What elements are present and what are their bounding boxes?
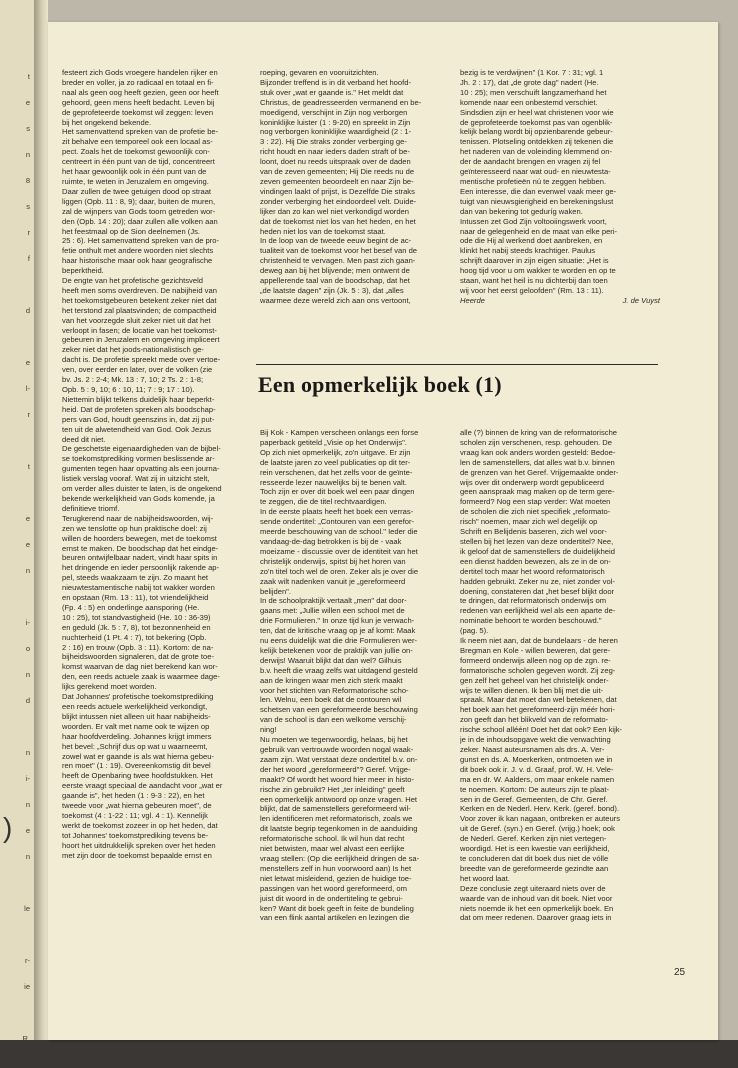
text-line: schrijft daarover in zijn eigen situatie: „Het is [460, 256, 609, 266]
text-line: kelijk betekenen voor de praktijk van jullie on- [260, 645, 413, 655]
text-line: Ik neem niet aan, dat de bundelaars - de heren [460, 636, 618, 646]
signature-place: Heerde [460, 295, 485, 305]
text-line: 25 : 6). Het samenvattend spreken van de pro- [62, 236, 220, 246]
text-line: Nu moeten we tegenwoordig, helaas, bij het [260, 735, 408, 745]
text-line: nuchterheid (1 Pt. 4 : 7), tot bekering (Opb. [62, 632, 207, 642]
page-number: 25 [674, 967, 686, 978]
text-line: het feestmaal op de Sion deelnemen (Js. [62, 226, 201, 236]
text-line: Bij Kok - Kampen verscheen onlangs een forse [260, 428, 419, 437]
text-line: ning! [260, 725, 277, 735]
text-line: stellen bij het lezen van deze ondertitel? Nee, [460, 536, 614, 546]
text-line: Voor zover ik kan nagaan, ontbreken er auteurs [460, 814, 620, 824]
text-line: het terstond zal plaatsvinden; de compactheid [62, 305, 217, 315]
previous-page-fragment: ie [24, 982, 30, 991]
text-line: het haar gewoonlijk ook in één punt van de [62, 167, 207, 177]
text-line: reformatorische school. Ik wil hun dat recht [260, 834, 405, 844]
text-line: bij het ongekend bekende. [62, 117, 152, 127]
signature-author: J. de Vuyst [622, 295, 660, 305]
text-line: de laatste jaren zo veel publicaties op dit ter- [260, 457, 411, 467]
text-line: breder en voller, ja zo radicaal en totaal en fi- [62, 77, 214, 87]
background-bottom [0, 1040, 738, 1068]
previous-page-fragment: r [27, 228, 30, 237]
text-line: aan de kringen waar men zich sterk maakt [260, 675, 403, 685]
text-line: bv. Js. 2 : 2-4; Mk. 13 : 7, 10; 2 Ts. 2 : 1-8; [62, 375, 204, 385]
text-line: festeert zich Gods vroegere handelen rijker en [62, 68, 218, 77]
text-line: geïnteresseerd naar wat oud- en nieuwtesta- [460, 167, 611, 177]
text-line: ernst te maken. De boodschap dat het eindge- [62, 543, 219, 553]
text-line: liggen (Opb. 11 : 8, 9); daar, buiten de muren, [62, 196, 216, 206]
text-line: lijker dan zo kan wel niet verkondigd worden [260, 206, 410, 216]
text-line: kelijk belang wordt bij opzienbarende gebeur- [460, 127, 613, 137]
previous-page-fragment: e [25, 98, 30, 107]
text-line: passingen van het woord gereformeerd, om [260, 883, 407, 893]
previous-page-fragment: s [26, 202, 30, 211]
text-line: den, een reeds actuele zaak is waarmee dage- [62, 672, 220, 682]
text-line: verloopt in fasen; de locatie van het toekomst- [62, 325, 217, 335]
text-line: sen in de Geref. Gemeenten, de Chr. Geref. [460, 794, 608, 804]
previous-page-fragment: t [27, 462, 30, 471]
text-line: den (Opb. 14 : 20); daar zullen alle volken aan [62, 216, 218, 226]
text-line: vandaag-de-dag betrokken is bij de - vaak [260, 536, 402, 546]
previous-page-fragment: n [25, 800, 30, 809]
column-1 [62, 68, 258, 861]
text-line: met zijn door de toekomst bepaalde ernst en [62, 850, 212, 860]
text-line: zon geeft dan het blikveld van de reformato- [460, 715, 609, 725]
text-line: moeizame - discussie over de identiteit van het [260, 546, 418, 556]
text-line: zit behalve een temporeel ook een locaal as- [62, 137, 213, 147]
previous-page-fragment: n [25, 150, 30, 159]
text-line: redenen van eerlijkheid wel als een aparte de- [460, 606, 616, 616]
text-line: gehoord, geen mens heeft bedacht. Leven bij [62, 97, 215, 107]
text-line: 2 : 16) en trouw (Opb. 3 : 11). Kortom: de na- [62, 642, 214, 652]
text-line: en geduld (Jk. 5 : 7, 8), tot bezonnenheid en [62, 622, 211, 632]
text-line: Niettemin blijkt telkens duidelijk haar beperkt- [62, 394, 215, 404]
text-line: gebeuren in Jeruzalem en omgeving impliceert [62, 335, 220, 345]
text-line: alle (?) binnen de kring van de reformatorische [460, 428, 618, 437]
text-line: vindingen laakt of prijst, is Dezelfde Die straks [260, 186, 415, 196]
text-line: te concluderen dat dit boek dus niet de vólle [460, 853, 609, 863]
text-line: te noemen. Kortom: De auteurs zijn te plaat- [460, 784, 609, 794]
text-line: In de schoolpraktijk vertaalt „men" dat door- [260, 596, 407, 606]
previous-page-fragment: o [25, 644, 30, 653]
text-line: de grenzen van het Geref. Vrijgemaakte onder- [460, 467, 619, 477]
text-line: derwijs! Waaruit blijkt dat dan wel? Gilhuis [260, 655, 402, 665]
text-line: bezig is te verdwijnen" (1 Kor. 7 : 31; vgl. 1 [460, 68, 604, 77]
text-line: rische zin gebruikt? Het „ter inleiding" geeft [260, 784, 405, 794]
text-line: Bregman en Kole - willen beweren, dat gere- [460, 645, 611, 655]
text-line: naal als geen oog heeft gezien, geen oor heeft [62, 87, 219, 97]
text-line: (Fp. 4 : 5) en onderlinge aansporing (He. [62, 602, 200, 612]
text-line: appellerende taal van de boodschap, dat het [260, 276, 410, 286]
text-line: willen de hoorders bewegen, met de toekomst [62, 533, 217, 543]
previous-page-fragment: le [24, 904, 30, 913]
previous-page-fragment: i- [25, 774, 30, 783]
previous-page-parenthesis: ) [3, 812, 13, 843]
previous-page-fragment: s [26, 124, 30, 133]
text-line: 10 : 25), tot standvastigheid (He. 10 : 36-39) [62, 612, 211, 622]
text-line: wijs over dit onderwerp wordt gepubliceerd [460, 477, 604, 487]
text-line: om verder alles duister te laten, is de ongekend [62, 484, 222, 494]
text-line: scholen zijn verschenen, resp. gehouden. De [460, 437, 612, 447]
text-line: Jh. 2 : 17), dat „de grote dag" nadert (He. [460, 77, 599, 87]
text-line: de geprofeteerde toekomst wil zeggen: leven [62, 107, 214, 117]
text-line: een dienst hadden bewezen, als ze in de on- [460, 556, 611, 566]
text-line: ken? Want dit boek geeft in feite de bundeling [260, 903, 414, 913]
text-line: zal de wijnpers van Gods toorn getreden wor- [62, 206, 216, 216]
text-line: ven, over eerder en later, over de volken (zie [62, 365, 213, 375]
text-line: fetie onthult met andere woorden niet slechts [62, 246, 214, 256]
text-line: gen zelf het geheel van het christelijk onder- [460, 675, 609, 685]
text-line: drie Formulieren." In onze tijd kun je verwach- [260, 616, 415, 626]
text-line: zowel wat er gaande is als wat hierna gebeu- [62, 751, 214, 761]
text-line: het dringende en ieder persoonlijk rakende ap- [62, 563, 220, 573]
text-line: staan, want het heil is nu dichterbij dan toen [460, 276, 608, 286]
previous-page-fragment: d [25, 306, 30, 315]
text-line: koninklijke luister (1 : 9-20) en spreekt in Zijn [260, 117, 411, 127]
text-line: en opstaan (Rm. 13 : 11), tot vriendelijkheid [62, 593, 209, 603]
text-line: De engte van het profetische gezichtsveld [62, 276, 203, 286]
text-line: Toch zijn er over dit boek wel een paar dingen [260, 487, 415, 497]
book-gutter [34, 0, 48, 1040]
text-line: Dat Johannes' profetische toekomstprediking [62, 692, 214, 702]
text-line: zonder verberging het eindoordeel velt. Duide- [260, 196, 417, 206]
text-line: tuigt van nieuwsgierigheid en berekeningslust [460, 196, 614, 206]
text-line: haar hoofdverdeling. Johannes krijgt immers [62, 731, 212, 741]
text-line: gebruik van vertrouwde woorden nogal waak- [260, 745, 414, 754]
text-line: Christus, de geadresseerden vermanend en be- [260, 97, 422, 107]
text-line: juist dit woord in de ondertiteling te gebrui- [260, 893, 403, 903]
text-line: zaak wilt nadenken vanuit je „gereformeerd [260, 576, 406, 586]
text-line: Daar zullen de twee getuigen dood op straat [62, 186, 212, 196]
text-line: dacht is. De profetie spreekt mede over vertoe- [62, 355, 221, 365]
text-line: de geprofeteerde toekomst pas van ogenblik- [460, 117, 613, 127]
text-line: 3 : 22). Hij Die straks zonder verberging ge- [260, 137, 407, 147]
text-line: der het woord „gereformeerd"? Geref. Vrijge- [260, 764, 411, 774]
text-line: ten uit de alwetendheid van God. Ook Jezus [62, 424, 212, 434]
text-line: deweg aan bij het blijvende; men ontwent de [260, 266, 410, 276]
text-line: der de aandacht brengen en vragen zij fel [460, 157, 601, 167]
text-line: naar de gelegenheid en de maat van elke peri- [460, 226, 618, 236]
previous-page-fragment: e [25, 826, 30, 835]
text-line: Het samenvattend spreken van de profetie be- [62, 127, 219, 137]
text-line: heeft men soms overdreven. De nabijheid van [62, 285, 217, 295]
previous-page-fragment: d [25, 696, 30, 705]
text-line: doening, constateren dat „het besef blijkt door [460, 586, 615, 596]
text-line: christenheid te vervagen. Men past zich gaan- [260, 256, 416, 266]
previous-page-fragment: n [25, 566, 30, 575]
text-line: je in de inhoudsopgave wekt die verwachting [460, 735, 611, 745]
text-line: ma en dr. W. Aalders, om maar enkele namen [460, 774, 615, 784]
text-line: gaande is", het heden (1 : 9-3 : 22), en het [62, 791, 205, 801]
text-line: Opb. 5 : 9, 10; 6 : 10, 11; 7 : 9; 17 : 10). [62, 385, 195, 394]
text-line: Bijzonder treffend is in dit verband het hoofd- [260, 77, 411, 87]
text-line: niets noemde ik het een opmerkelijk boek. En [460, 903, 614, 913]
text-line: formeerd? Nog een stap verder: Wat moeten [460, 497, 611, 507]
previous-page-fragment: e [25, 540, 30, 549]
text-line: vraag stellen: (Op die eerlijkheid dringen de sa- [260, 853, 420, 863]
text-line: blijkt intussen niet alleen uit haar nabijheids- [62, 711, 211, 721]
text-line: (pag. 5). [460, 626, 489, 636]
text-line: van het voorzegde sluit zeker niet uit dat het [62, 315, 211, 325]
text-line: komst waarvan de dag niet berekend kan wor- [62, 662, 218, 672]
text-line: haar historische maar ook haar geografische [62, 256, 213, 266]
text-line: roeping, gevaren en vooruitzichten. [260, 68, 379, 77]
text-line: geen aanspraak mag maken op de term gere- [460, 487, 615, 497]
text-line: te dringen, dat reformatorisch onderwijs om [460, 596, 607, 606]
text-line: formatorische scholen gegeven wordt. Zij zeg- [460, 665, 616, 675]
text-line: zaam zijn. Wat verstaat deze ondertitel b.v. on- [260, 754, 418, 764]
text-line: meerde beschouwing van de school." Ieder die [260, 527, 418, 537]
text-line: pect. Zoals het de toekomst gewoonlijk con- [62, 147, 210, 157]
text-line: eerste vraagt speciaal de aandacht voor „wat er [62, 781, 223, 791]
text-line: dertitel toch maar het woord reformatorisch [460, 566, 605, 576]
text-line: heid. Dat de profeten spreken als boodschap- [62, 404, 216, 414]
text-line: heeft de Openbaring twee hoofdstukken. Het [62, 771, 213, 781]
text-line: hoog tijd voor u om wakker te worden en op te [460, 266, 616, 276]
text-line: te zeggen, die de titel rechtvaardigen. [260, 497, 387, 507]
text-line: tenissen. Plotseling ontdekken zij tekenen die [460, 137, 614, 147]
text-line: definitieve triomf. [62, 503, 120, 513]
text-line: beperktheid. [62, 266, 104, 276]
text-line: Kerken en de Nederl. Herv. Kerk. (geref. bond). [460, 804, 619, 814]
text-line: voor het stichten van Reformatorische scho- [260, 685, 409, 695]
previous-page-fragment: t [27, 72, 30, 81]
text-line: In de eerste plaats heeft het boek een verras- [260, 507, 414, 517]
text-line: tweede voor „wat hierna gebeuren moet", de [62, 801, 212, 811]
previous-page-edge [0, 0, 34, 1040]
text-line: gunst en ds. A. Moerkerken, ontmoeten we in [460, 754, 613, 764]
text-line: uit de Geref. (syn.) en Geref. (vrijg.) hoek; ook [460, 824, 615, 834]
text-line: pers van God, houdt geenszins in, dat zij put- [62, 414, 215, 424]
text-line: In de loop van de tweede eeuw begint de ac- [260, 236, 412, 246]
text-line: wijs te willen dienen. Ik ben blij met die uit- [460, 685, 604, 695]
text-line: woorden. Er valt met name ook te wijzen op [62, 721, 210, 731]
column-3 [460, 68, 660, 306]
text-line: dit boek ook ir. J. v. d. Graaf, prof. W. H. Vele- [460, 764, 614, 774]
text-line: schetsen van een gereformeerde beschouwing [260, 705, 418, 715]
text-line: Terugkerend naar de nabijheidswoorden, wij- [62, 513, 214, 523]
text-line: paperback getiteld „Visie op het Onderwijs". [260, 437, 407, 447]
text-line: resseerde lezer nauwelijks bij te benen valt. [260, 477, 407, 487]
text-line: len. Welnu, een boek dat de contouren wil [260, 695, 402, 705]
previous-page-fragment: l- [25, 384, 30, 393]
previous-page-fragment: r [27, 410, 30, 419]
text-line: len identificeren met reformatorisch, zoals we [260, 814, 413, 824]
previous-page-fragment: i- [25, 618, 30, 627]
text-line: ten, dat de kritische vraag op je af komt: Maak [260, 626, 416, 636]
text-line: hadden gebruikt. Zeker nu ze, niet zonder vol- [460, 576, 615, 586]
text-line: van de zeven gemeenten; Hij Die reeds nu de [260, 167, 415, 177]
text-line: belijden". [260, 586, 291, 596]
text-line: Intussen zet God Zijn voltooiingswerk voort, [460, 216, 607, 226]
text-line: zeker. Naast auteursnamen als drs. A. Ver- [460, 745, 605, 754]
previous-page-fragment: n [25, 670, 30, 679]
text-line: ren moet" (1 : 19). Overeenkomstig dit bevel [62, 761, 211, 771]
text-line: een reeds actuele werkelijkheid verkondigt, [62, 702, 208, 711]
text-line: moedigend, verschijnt in Zijn nog verborgen [260, 107, 408, 117]
text-line: Schrift en Belijdenis baseren, zich wel voor- [460, 527, 607, 537]
text-line: toekomst (4 : 1-22 : 11; vgl. 4 : 1). Kennelijk [62, 810, 208, 820]
text-line: werkt de toekomst zozeer in op het heden, dat [62, 820, 218, 830]
text-line: len de samenstellers, dat alles wat b.v. binnen [460, 457, 615, 467]
text-line: wij voor het eerst geloofden" (Rm. 13 : 11). [460, 285, 604, 295]
text-line: ruimte, te weten in Jeruzalem en omgeving. [62, 176, 209, 186]
text-line: deed dit niet. [62, 434, 106, 444]
text-line: dan van bekering tot geduríg waken. [460, 206, 583, 216]
text-line: van de school is dan een welkome verschij- [260, 715, 407, 725]
text-line: breedte van de gereformeerde gezindte aan [460, 863, 609, 873]
previous-page-fragment: R. [22, 1034, 30, 1040]
text-line: ode die Hij al werkend doet aanbreken, en [460, 236, 603, 246]
text-line: spraak. Maar dat moet dan wel betekenen, dat [460, 695, 617, 705]
text-line: Een interesse, die dan evenwel vaak meer ge- [460, 186, 617, 196]
text-line: nu eens duidelijk wat die drie Formulieren wer- [260, 636, 418, 646]
previous-page-fragment: f [27, 254, 30, 263]
text-line: waarde van de inhoud van dit boek. Niet voor [460, 893, 613, 903]
text-line: dat de toekomst niet los van het heden, en het [260, 216, 416, 226]
text-line: zeker niet dat het joods-nationalistisch ge- [62, 345, 204, 355]
text-line: Deze conclusie zegt uiteraard niets over de [460, 883, 606, 893]
text-line: beuren ontwijfelbaar nadert, vindt haar spits in [62, 553, 218, 563]
column-2 [260, 68, 456, 306]
text-line: dat om meer redenen. Daarover graag iets in [460, 913, 612, 923]
text-line: bijheidswoorden signaleren, dat de grote toe- [62, 652, 214, 662]
magazine-page [48, 22, 718, 1040]
text-line: blijkt, dat de samenstellers gereformeerd wil- [260, 804, 411, 814]
text-line: se toekomstprediking vormen beslissende ar- [62, 454, 215, 464]
text-line: formeerd onderwijs alleen nog op de zgn. re- [460, 655, 611, 665]
signature [460, 296, 660, 306]
text-line: mentische profetieën nú te zeggen hebben. [460, 176, 607, 186]
text-line: het toekomstgebeuren betekent zeker niet dat [62, 295, 217, 305]
text-line: bekende werkelijkheid van Gods komende, ja [62, 493, 215, 503]
text-line: waarmee deze wereld zich aan ons vertoont, [260, 295, 411, 305]
text-line: komende naar een onbestemd verschiet. [460, 97, 598, 107]
text-line: tot Johannes' toekomstprediking tevens be- [62, 830, 209, 840]
text-line: loont, doet nu reeds uitspraak over de daden [260, 157, 411, 167]
text-line: menstellers zelf in hun voorwoord aan) Is het [260, 863, 412, 873]
text-line: 10 : 25); men verschuift langzamerhand het [460, 87, 607, 97]
text-line: De geschetste eigenaardigheden van de bijbel- [62, 444, 221, 454]
text-line: zo'n titel toch wel de oren. Zeker als je over die [260, 566, 419, 576]
text-line: Op zich niet opmerkelijk, zo'n uitgave. Er zijn [260, 447, 411, 457]
text-line: pel, steeds waakzaam te zijn. Zo maant het [62, 573, 209, 583]
text-line: de Nederl. Geref. Kerken zijn niet vertegen- [460, 834, 607, 844]
text-line: hoort het uitdrukkelijk spreken over het heden [62, 840, 216, 850]
text-line: zeven gemeenten beoordeelt en naar Zijn be- [260, 176, 414, 186]
text-line: het bevel: „Schrijf dus op wat u waarneemt, [62, 741, 208, 751]
text-line: de scholen die zich niet specifiek „reformato- [460, 507, 611, 517]
article-column-2 [460, 428, 660, 923]
text-line: het boek aan het gereformeerd-zijn méér hori- [460, 705, 615, 715]
text-line: het naderen van de voleinding klemmend on- [460, 147, 612, 157]
text-line: listiek verslag vooraf. Wat zij in uitzicht stelt, [62, 474, 210, 484]
text-line: stuk over „wat er gaande is." Het meldt dat [260, 87, 404, 97]
text-line: gaans met: „Jullie willen een school met de [260, 606, 405, 616]
text-line: lijks gerekend moet worden. [62, 682, 157, 692]
text-line: vraag kan ook anders worden gesteld: Bedoe- [460, 447, 616, 457]
text-line: richt houdt en naar ieders daden straft of be- [260, 147, 410, 157]
text-line: rische school alléén! Doet het dat ook? Een kijk- [460, 725, 623, 735]
text-line: het woord laat. [460, 873, 510, 883]
previous-page-fragment: r- [25, 956, 30, 965]
text-line: sende ondertitel: „Contouren van een gerefor- [260, 517, 415, 527]
text-line: christelijk onderwijs, spitst bij het horen van [260, 556, 406, 566]
text-line: rein verschenen, dat het zelfs voor de geïnte- [260, 467, 413, 477]
text-line: klinkt het nabij steeds krachtiger. Paulus [460, 246, 596, 256]
text-line: dit laatste begrip tegenkomen in de aanduiding [260, 824, 418, 834]
text-line: ik geloof dat de samenstellers de duidelijkheid [460, 546, 615, 556]
text-line: heden niet los van de toekomst staat. [260, 226, 386, 236]
text-line: nieuwtestamentische nabij tot wakker worden [62, 583, 215, 593]
previous-page-fragment: e [25, 514, 30, 523]
text-line: risch" noemen, maar zich wel degelijk op [460, 517, 598, 527]
text-line: nominatie behoort te worden beschouwd." [460, 616, 602, 626]
article-divider [256, 364, 658, 365]
text-line: zen we tenslotte op hun praktische doel: zij [62, 523, 207, 533]
text-line: gumenten tegen haar opvatting als een journa- [62, 464, 220, 474]
text-line: niet letwat misleidend, gezien de huidige toe- [260, 873, 412, 883]
text-line: maakt? Of wordt het woord hier meer in histo- [260, 774, 415, 784]
text-line: Sindsdien zijn er heel wat christenen voor wie [460, 107, 614, 117]
text-line: nog verborgen koninklijke waardigheid (2 : 1- [260, 127, 412, 137]
previous-page-fragment: e [25, 358, 30, 367]
previous-page-fragment: n [25, 748, 30, 757]
text-line: „de laatste dagen" zijn (Jk. 5 : 3), dat „alles [260, 285, 404, 295]
previous-page-fragment: 8 [25, 176, 30, 185]
text-line: van een flink aantal artikelen en lezingen die [260, 913, 410, 923]
text-line: b.v. heeft die vraag zelfs wat uitdagend gesteld [260, 665, 418, 675]
article-title: Een opmerkelijk boek (1) [258, 372, 502, 397]
text-line: niet betwisten, maar wel alvast een eerlijke [260, 844, 405, 854]
article-column-1 [260, 428, 456, 923]
text-line: woordigd. Het is een kwestie van eerlijkheid, [460, 844, 610, 854]
text-line: tualiteit van de toekomst voor het besef van de [260, 246, 418, 256]
text-line: centreert in één punt van de tijd, concentreert [62, 157, 215, 167]
text-line: een opmerkelijk antwoord op onze vragen. Het [260, 794, 418, 804]
previous-page-fragment: n [25, 852, 30, 861]
